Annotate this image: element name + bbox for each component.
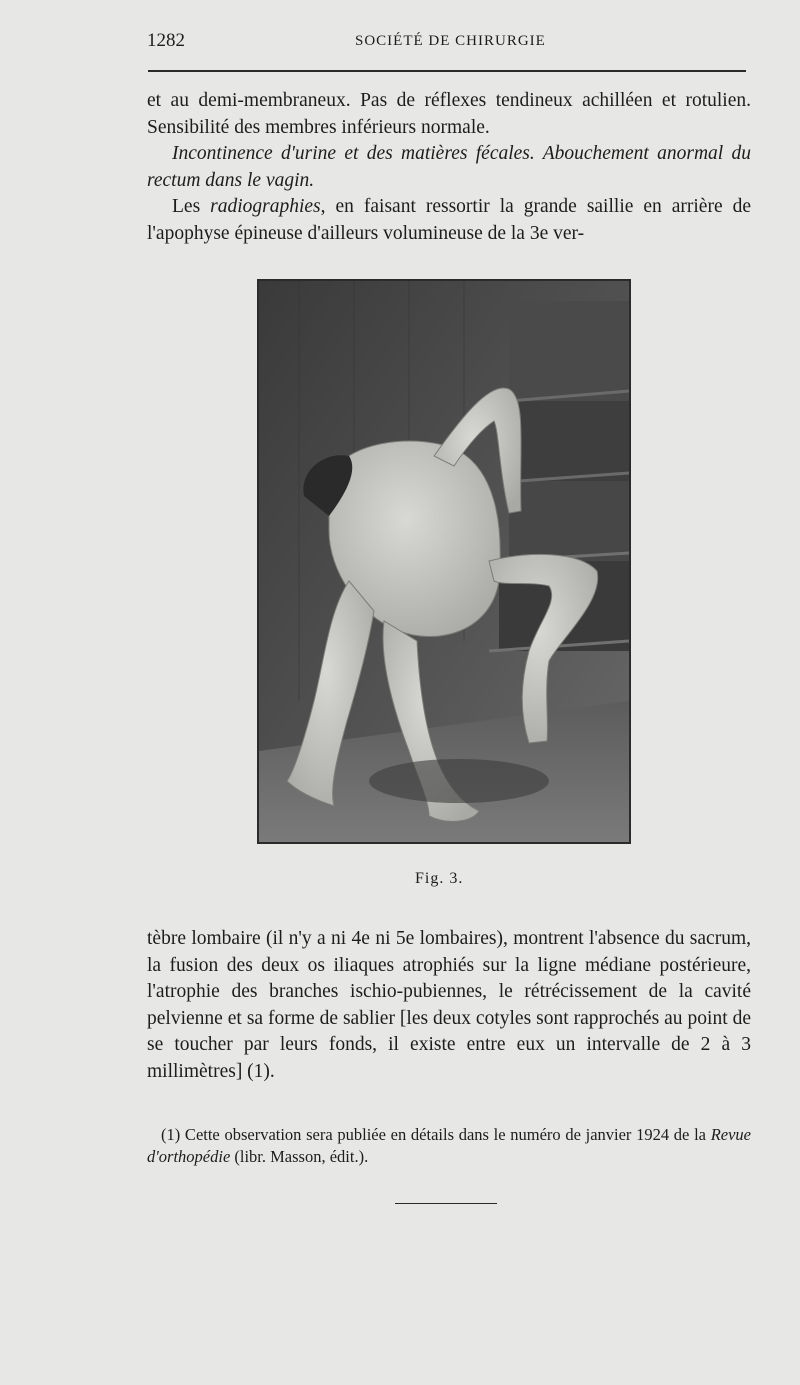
figure-caption: Fig. 3. xyxy=(415,870,464,887)
text-span: , en faisant ressortir la grande saillie en arrière de l'apophyse épineuse d'ailleurs volumineuse de la 3e ver- xyxy=(147,196,751,244)
text-block-bottom xyxy=(147,926,751,1085)
italic-text: Incontinence d'urine et des matières fécales. Abouchement anormal du rectum dans le vagin. xyxy=(147,143,751,191)
header-rule xyxy=(148,70,746,72)
paragraph-reflexes: et au demi-membraneux. Pas de réflexes tendineux achilléen et rotulien. Sensibilité des membres inférieurs normale. xyxy=(147,90,751,138)
paragraph-radiographies xyxy=(147,194,751,247)
text-span: Les xyxy=(172,196,211,217)
text-span: (1) Cette observation sera publiée en détails dans le numéro de janvier 1924 de la xyxy=(161,1125,711,1144)
journal-title: Revue d'orthopédie xyxy=(147,1125,751,1166)
photograph-illustration xyxy=(259,281,629,842)
running-title: SOCIÉTÉ DE CHIRURGIE xyxy=(355,33,546,49)
paragraph-incontinence xyxy=(147,141,751,194)
footnote-text xyxy=(147,1124,751,1168)
text-block-top xyxy=(147,88,751,247)
figure-photograph xyxy=(257,279,631,844)
paragraph-lombaire: tèbre lombaire (il n'y a ni 4e ni 5e lombaires), montrent l'absence du sacrum, la fusion des deux os iliaques atrophiés sur la ligne médiane postérieure, l'atrophie des branches ischio-pubiennes, le rétrécissement de la cavité pelvienne et sa forme de sablier [les deux cotyles sont rapprochés au point de se toucher par leurs fonds, il existe entre eux un intervalle de 2 à 3 millimètres] (1). xyxy=(147,928,751,1082)
end-rule xyxy=(395,1203,497,1204)
text-span: (libr. Masson, édit.). xyxy=(230,1147,369,1166)
italic-term: radiographies xyxy=(210,196,321,217)
page-number: 1282 xyxy=(147,30,185,51)
footnote xyxy=(147,1124,751,1168)
